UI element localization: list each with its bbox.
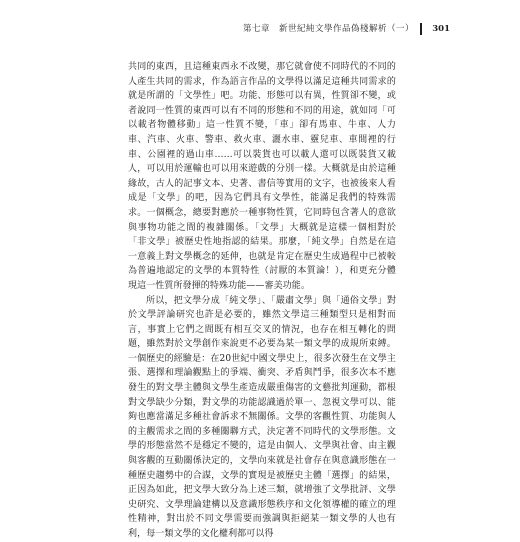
page-number: 301 <box>432 24 450 34</box>
header-rule <box>420 23 422 35</box>
paragraph-1: 共同的東西，且這種東西永不改變，那它就會使不同時代的不同的人產生共同的需求，作為語言作品的文學得以滿足這種共同需求的就是所謂的「文學性」吧。功能、形態可以有異，性質卻不變，或者說同一性質的東西可以有不同的形態和不同的用途，就如同「可以載者物體移動」這一性質不變，「車」卻有馬車、牛車、人力車、汽車、火車、警車、救火車、灑水車、靈兒車、車間裡的行車、公園裡的過山車……可以裝貨也可以載人還可以既裝貨又載人，可以用於運輸也可以用來遊戲的分別一樣。大概就是由於這種緣故，古人的記事文本、史著、書信等實用的文字，也被後來人看成是「文學」的吧，因為它們具有文學性，能滿足我們的特殊需求。一個概念，總要對應於一種事物性質，它同時包含著人的意欲與事物功能之間的複雜關係。「文學」大概就是這樣一個相對於「非文學」被歷史性地指認的結果。那麼，「純文學」自然是在這一意義上對文學概念的延伸，也就是肯定在歷史生成過程中已被較為普遍地認定的文學的本質特性（討厭的本質論！），和更充分體現這一性質所發揮的特殊功能——審美功能。 <box>128 62 396 291</box>
body-text <box>128 60 396 539</box>
chapter-title: 第七章 新世紀純文學作品偽棧解析（一） <box>242 24 414 34</box>
paragraph-2: 所以，把文學分成「純文學」、「嚴肅文學」與「通俗文學」對於文學評論研究也許是必要的，雖然文學這三種類型只是相對而言，事實上它們之間既有相互交叉的情況，也存在相互轉化的問題，雖然對於文學創作來說更不必要為某一類文學的成規所束縛。一個歷史的經驗是：在20世紀中國文學史上，很多次發生在文學主張、選擇和理論觀點上的爭端、衝突、矛盾與鬥爭，很多次本不應發生的對文學主體與文學生產造成嚴重傷害的文藝批判運動，都根對文學缺少分類，對文學的功能認識過於單一、忽視文學可以、能夠也應當滿足多種社會訴求不無關係。文學的客觀性質、功能與人的主觀需求之間的多種關聯方式，決定著不同時代的文學形態。文學的形態當然不是穩定不變的，這是由個人、文學與社會、由主觀與客觀的互動關係決定的，文學向來就是社會存在與意識形態在一種歷史趨勢中的合謀，文學的實現是被歷史主體「選擇」的結果，正因為如此，把文學大致分為上述三類，就增強了文學批評、文學史研究、文學理論建構以及意識形態秩序和文化領導權的確立的理性精神，對出於不同文學需要而強調與拒絕某一類文學的人也有利，每一類文學的文化權利都可以得 <box>128 295 396 539</box>
running-head <box>70 21 450 37</box>
